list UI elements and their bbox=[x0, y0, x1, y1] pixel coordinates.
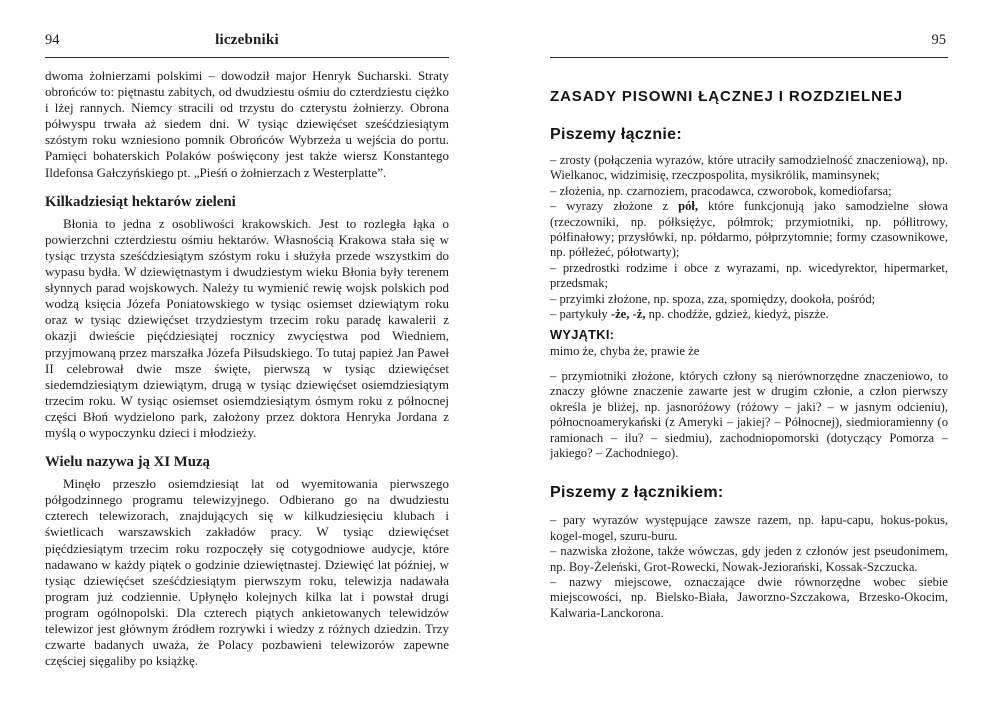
list-item: – przedrostki rodzime i obce z wyrazami, np. wicedyrektor, hipermarket, przedsmak; bbox=[550, 260, 948, 291]
joint-rules-list bbox=[550, 153, 948, 322]
right-page-number: 95 bbox=[931, 32, 946, 48]
note-compound-adjectives bbox=[550, 369, 948, 461]
right-page-header bbox=[550, 32, 948, 58]
section-heading-joint: Piszemy łącznie: bbox=[550, 126, 682, 143]
list-item: – partykuły -że, -ż, np. chodźże, gdzież, kiedyż, piszże. bbox=[550, 307, 829, 322]
list-item: – nazwiska złożone, także wówczas, gdy jeden z członów jest pseudonimem, np. Boy-Żeleński, Grot-Rowecki, Nowak-Jeziorański, Kossak-Szczucka. bbox=[550, 544, 948, 574]
exceptions-label: WYJĄTKI: bbox=[550, 327, 615, 343]
paragraph-blonia: Błonia to jedna z osobliwości krakowskich. Jest to rozległa łąka o powierzchni czterdziestu ośmiu hektarów. Własnością Krakowa stała się w tysiąc trzysta sześćdziesiątym szóstym roku i służyła przede wszystkim do wypasu bydła. W dziewiętnastym i dwudziestym wieku Błonia były terenem słynnych parad wojskowych. Należy tu wymienić rewię wojsk polskich pod wodzą księcia Józefa Poniatowskiego w tysiąc osiemset dziewiątym roku oraz w tysiąc dziewięćset trzydziestym trzecim roku paradę kawalerii z okazji dwieście pięćdziesiątej rocznicy zwycięstwa pod Wiedniem, przyjmowaną przez marszałka Józefa Piłsudskiego. To tutaj papież Jan Paweł II celebrował dwie msze święte, pierwszą w tysiąc dziewięćset siedemdziesiątym dziewiątym, drugą w tysiąc dziewięćset osiemdziesiątym trzecim roku. W tysiąc osiemset osiemdziesiątym ósmym roku z północnej części Błoń wydzielono park, założony przez doktora Henryka Jordana z myślą o wypoczynku dzieci i młodzieży. bbox=[45, 215, 449, 440]
section-heading-muza: Wielu nazywa ją XI Muzą bbox=[45, 454, 210, 471]
list-item: – przyimki złożone, np. spoza, zza, spomiędzy, dookoła, pośród; bbox=[550, 291, 876, 306]
left-page-number: 94 bbox=[45, 32, 60, 48]
paragraph-westerplatte: dwoma żołnierzami polskimi – dowodził major Henryk Sucharski. Straty obrońców to: piętnastu zabitych, od dwudziestu ośmiu do czterdziestu ciężko i lżej rannych. Niemcy stracili od trzystu do czterystu żołnierzy. Obrona półwyspu trwała aż siedem dni. W tysiąc dziewięćset sześćdziesiątym szóstym roku wzniesiono pomnik Obrońców Wybrzeża u wejścia do portu. Pamięci bohaterskich Polaków poświęcony jest także wiersz Konstantego Ildefonsa Gałczyńskiego pt. „Pieśń o żołnierzach z Westerplatte”. bbox=[45, 68, 449, 180]
right-page bbox=[550, 32, 948, 621]
list-item: – wyrazy złożone z pół, które funkcjonują jako samodzielne słowa (rzeczowniki, np. półksiężyc, półmrok; przymiotniki, np. półlitrowy, półfinałowy; przysłówki, np. półdarmo, półprzytomnie; formy czasownikowe, np. półleżeć, półotwarty); bbox=[550, 199, 948, 260]
left-page-body bbox=[45, 68, 449, 669]
list-item: – złożenia, np. czarnoziem, pracodawca, czworobok, komediofarsa; bbox=[550, 183, 892, 198]
list-item: – nazwy miejscowe, oznaczające dwie równorzędne wobec siebie miejscowości, np. Bielsko-Biała, Jaworzno-Szczakowa, Brzesko-Okocim, Kalwaria-Lanckorona. bbox=[550, 574, 948, 620]
exceptions-text: mimo że, chyba że, prawie że bbox=[550, 344, 700, 359]
hyphen-rules-list bbox=[550, 513, 948, 621]
section-heading-blonia: Kilkadziesiąt hektarów zieleni bbox=[45, 193, 236, 210]
running-title: liczebniki bbox=[215, 32, 279, 48]
chapter-title: ZASADY PISOWNI ŁĄCZNEJ I ROZDZIELNEJ bbox=[550, 88, 903, 105]
paragraph-telewizja: Minęło przeszło osiemdziesiąt lat od wyemitowania pierwszego półgodzinnego programu telewizyjnego. Odbierano go na dwudziestu czterech telewizorach, znajdujących się w kilkudziesięciu klubach i świetlicach warszawskich zakładów pracy. W tysiąc dziewięćset pięćdziesiątym trzecim roku rozpoczęły się cotygodniowe audycje, które nadawano w każdy piątek o godzinie dziewiętnastej. Dziewięć lat później, w tysiąc dziewięćset sześćdziesiątym pierwszym roku, telewizja nadawała program już codziennie. Upłynęło kolejnych kilka lat i powstał drugi program ogólnopolski. Dla czterech piątych ankietowanych telewidzów telewizor jest głównym źródłem rozrywki i wiedzy z różnych dziedzin. Trzy czwarte badanych uważa, że Polacy pozbawieni telewizorów zapewne częściej sięgaliby po książkę. bbox=[45, 476, 449, 669]
left-page-header bbox=[45, 32, 449, 58]
left-page bbox=[45, 32, 449, 669]
list-item: – pary wyrazów występujące zawsze razem, np. łapu-capu, hokus-pokus, kogel-mogel, szuru-buru. bbox=[550, 513, 948, 543]
list-item: – zrosty (połączenia wyrazów, które utraciły samodzielność znaczeniową), np. Wielkanoc, widzimisię, rzeczpospolita, mysikrólik, maminsynek; bbox=[550, 153, 948, 183]
note-paragraph: – przymiotniki złożone, których człony są nierównorzędne znaczeniowo, to znaczy główne znaczenie zawarte jest w drugim członie, a człon pierwszy określa je bliżej, np. jasnoróżowy (różowy – jaki? – w jasnym odcieniu), północnoamerykański (z Ameryki – jakiej? – Północnej), siedmioramienny (o ramionach – ilu? – siedmiu), zachodniopomorski (dotyczący Pomorza – jakiego? – Zachodniego). bbox=[550, 368, 948, 460]
section-heading-hyphen: Piszemy z łącznikiem: bbox=[550, 484, 724, 502]
